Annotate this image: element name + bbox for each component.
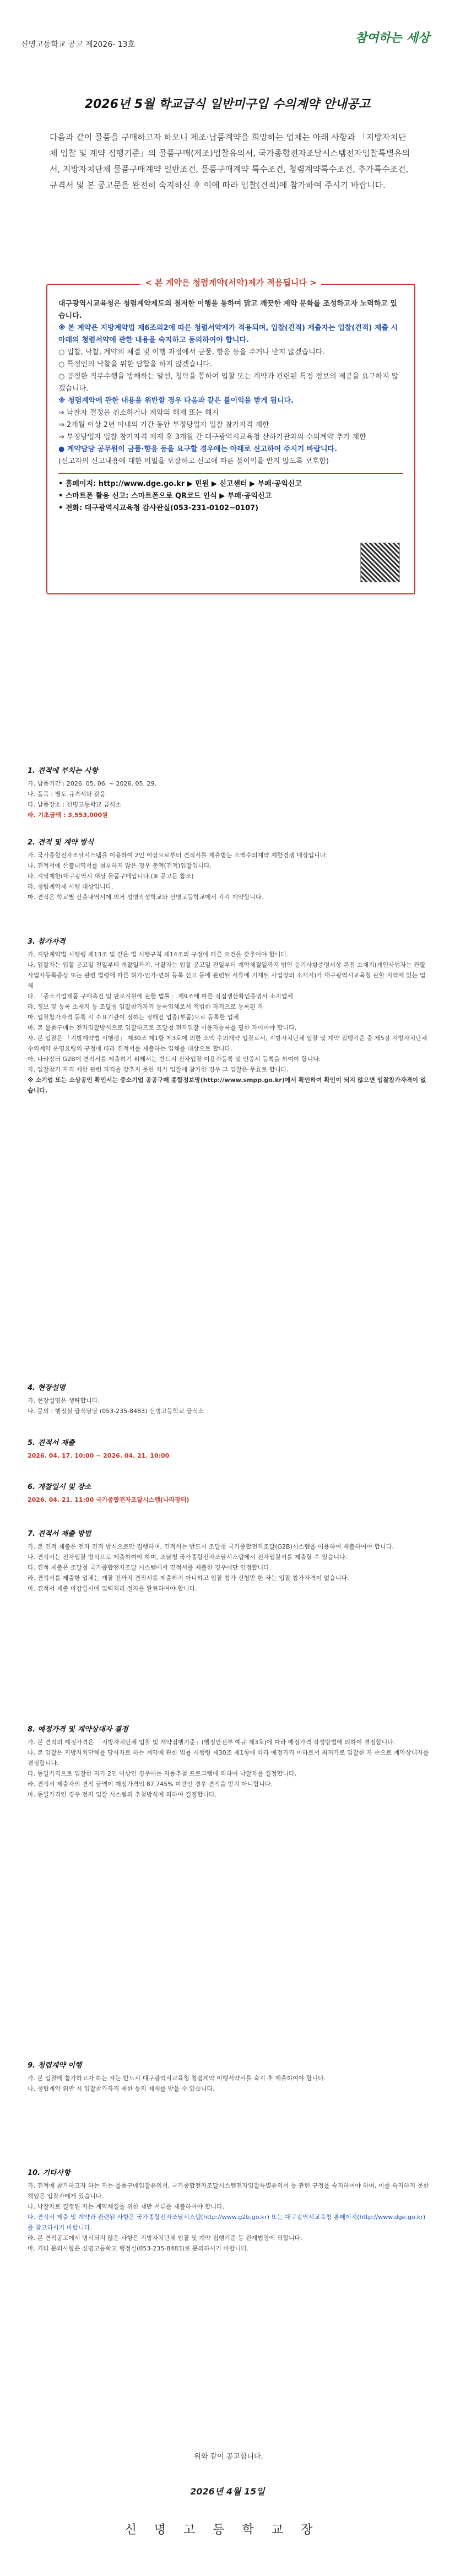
section-line: 나. 품목 : 별도 규격서와 같음 [28, 791, 106, 798]
section-5 [28, 1438, 430, 1461]
section-line: 마. 동일가격인 경우 전자 입찰 시스템의 추첨방식에 의하여 결정합니다. [28, 1791, 217, 1798]
notice-item: ※ 본 계약은 지방계약법 제6조의2에 따른 청렴서약제가 적용되며, 입찰(견적) 제출자는 입찰(견적) 제출 시 아래의 청렴서약에 관한 내용을 숙지하고 동의하여야 합니다. [58, 324, 398, 344]
section-line: 다. 지역제한(대구광역시 대상 물품구매입니다.(※ 공고문 참조) [28, 873, 194, 880]
logo-text: 참여하는 세상 [355, 31, 430, 45]
contact-block [58, 473, 403, 515]
section-line: 나. 문의 : 행정실 급식담당 (053-235-8483) 신명고등학교 급식소 [28, 1408, 204, 1415]
page-title: 2026년 5월 학교급식 일반미구입 수의계약 안내공고 [84, 98, 371, 111]
section-7 [28, 1529, 430, 1594]
section-line: 나. 견적서에 산출내역서를 첨부하지 않은 경우 총액(견적)입찰입니다. [28, 862, 212, 869]
notice-item: ○ 공정한 직무수행을 방해하는 알선, 청탁을 통하여 입찰 또는 계약과 관련된 특정 정보의 제공을 요구하지 않겠습니다. [58, 372, 399, 393]
section-line: 다. 동일가격으로 입찰한 자가 2인 이상인 경우에는 자동추첨 프로그램에 의하여 낙찰자를 결정합니다. [28, 1770, 297, 1777]
section-heading: 8. 예정가격 및 계약상대자 결정 [28, 1725, 128, 1734]
section-line: 라. 견적서를 제출한 업체는 개찰 전까지 견적서를 제출하지 아니하고 입찰 참가 신청만 한 자는 입찰 참가자격이 없습니다. [28, 1574, 349, 1582]
contact-line: • 홈페이지: http://www.dge.go.kr ▶ 민원 ▶ 신고센터 ▶ 부패·공익신고 [58, 480, 302, 488]
notice-item: ○ 입찰, 낙찰, 계약의 체결 및 이행 과정에서 금품, 향응 등을 주거나 받지 않겠습니다. [58, 348, 325, 356]
section-heading: 10. 기타사항 [28, 2169, 71, 2177]
section-line: 마. 기타 문의사항은 신명고등학교 행정실(053-235-8483)로 문의하시기 바랍니다. [28, 2245, 249, 2252]
section-line: 마. 견적서 제출 마감일시에 입력처리 절차를 완료하여야 합니다. [28, 1585, 197, 1592]
section-line: 가. 견적에 참가하고자 하는 자는 물품구매입찰유의서, 국가종합전자조달시스템전자입찰특별유의서 등 관련 규정을 숙지하여야 하며, 이를 숙지하지 못한 책임은 입찰자에게 있습니다. [28, 2182, 429, 2200]
section-line: 아. 나라장터 G2B에 견적서를 제출하기 위해서는 반드시 전자입찰 이용자등록 및 인증서 등록을 하여야 합니다. [28, 1056, 321, 1063]
section-3 [28, 937, 430, 1096]
section-heading: 5. 견적서 제출 [28, 1439, 75, 1447]
section-line: 다. 「중소기업제품 구매촉진 및 판로지원에 관한 법률」 제9조에 따른 직접생산확인증명서 소지업체 [28, 993, 293, 1000]
notice-lead: 대구광역시교육청은 청렴계약제도의 철저한 이행을 통하여 맑고 깨끗한 계약 문화를 조성하고자 노력하고 있습니다. [58, 300, 397, 320]
section-line: 다. 납품장소 : 신명고등학교 급식소 [28, 801, 121, 808]
section-line: 사. 본 입찰은 「지방계약법 시행령」 제30조 제1항 제3호에 의한 소액 수의계약 입찰로서, 지방자치단체 입찰 및 계약 집행기준 중 제5장 지방자치단체 수의계약 운영요령의 규정에 따라 견적서를 제출하는 업체를 대상으로 합니다. [28, 1035, 427, 1052]
section-heading: 3. 참가자격 [28, 938, 66, 946]
section-line: 나. 청렴계약 위반 시 입찰참가자격 제한 등의 제재를 받을 수 있습니다. [28, 2085, 215, 2092]
section-line: 다. 견적 제출은 조달청 국가종합전자조달 시스템에서 견적서를 제출한 경우에만 인정합니다. [28, 1564, 272, 1571]
section-line: 가. 현장설명은 생략합니다. [28, 1397, 100, 1404]
qr-code-icon [360, 543, 400, 582]
doc-number: 신명고등학교 공고 제2026- 13호 [21, 40, 136, 49]
section-heading: 7. 견적서 제출 방법 [28, 1530, 91, 1538]
section-9 [28, 2060, 430, 2094]
section-line: 라. 청렴계약제 시행 대상입니다. [28, 883, 113, 890]
section-line: 라. 정보 및 등록 소재지 등 조달청 입찰참가자격 등록업체로서 적법한 자격으로 등록된 자 [28, 1003, 263, 1010]
notice-item: ⇒ 부정당업자 입찰 참가자격 제재 후 3개월 간 대구광역시교육청 산하기관과의 수의계약 추가 제한 [58, 433, 366, 441]
section-10 [28, 2168, 430, 2254]
notice-item: ⇒ 2개월 이상 2년 이내의 기간 동안 부정당업자 입찰 참가자격 제한 [58, 421, 269, 429]
section-line: 2026. 04. 17. 10:00 ~ 2026. 04. 21. 10:00 [28, 1452, 170, 1459]
section-2 [28, 837, 430, 902]
section-line: 가. 본 견적의 예정가격은 「지방자치단체 입찰 및 계약집행기준」(행정안전부 예규 제3호)에 따라 예정가격 작성방법에 의하여 결정합니다. [28, 1739, 396, 1746]
section-1 [28, 766, 430, 820]
contact-line: • 전화: 대구광역시교육청 감사관실(053-231-0102~0107) [58, 504, 259, 512]
section-line: 나. 견적서는 전자입찰 방식으로 제출하여야 하며, 조달청 국가종합전자조달시스템에서 전자입찰서를 제출할 수 있습니다. [28, 1554, 348, 1561]
section-line: 나. 입찰자는 입찰 공고일 전일부터 개찰일까지, 낙찰자는 입찰 공고일 전일부터 계약체결일까지 법인 등기사항증명서상 본점 소재지(개인사업자는 관할 사업자등록증상 또는 관련 법령에 따른 허가·인가·면허 등록 신고 등에 관련된 서류에 기재된 사업장의 소재지)가 대구광역시교육청 관할 지역에 있는 업체 [28, 961, 426, 989]
section-line: 나. 낙찰자로 결정된 자는 계약체결을 위한 제반 서류를 제출하여야 합니다. [28, 2203, 225, 2210]
section-line: 다. 견적서 제출 및 계약과 관련된 사항은 국가종합전자조달시스템(http://www.g2b.go.kr) 또는 대구광역시교육청 홈페이지(http://www.dge.go.kr)를 참고하시기 바랍니다. [28, 2214, 426, 2231]
section-heading: 4. 현장설명 [28, 1384, 66, 1392]
section-line: 가. 본 입찰에 참가하고자 하는 자는 반드시 대구광역시교육청 청렴계약 이행서약서를 숙지 후 제출하여야 합니다. [28, 2075, 326, 2082]
notice-box-title: < 본 계약은 청렴계약(서약)제가 적용됩니다 > [140, 278, 321, 288]
notice-item: ● 계약담당 공무원이 금품·향응 등을 요구할 경우에는 아래로 신고하여 주시기 바랍니다. [58, 445, 338, 453]
footer-school: 신명고등학교장 [124, 2523, 331, 2537]
section-line: 라. 기초금액 : 3,553,000원 [28, 811, 108, 819]
section-6 [28, 1482, 430, 1505]
section-line: 라. 견적서 제출자의 견적 금액이 예정가격의 87.745% 미만인 경우 견적을 받지 아니합니다. [28, 1781, 273, 1788]
section-line: 바. 본 물품구매는 전자입찰방식으로 입찰하므로 조달청 전자입찰 이용자등록을 필한 자이어야 합니다. [28, 1024, 297, 1031]
section-heading: 1. 견적에 부치는 사항 [28, 767, 99, 775]
section-line: 가. 본 견적 제출은 전자 견적 방식으로만 집행하며, 견적서는 반드시 조달청 국가종합전자조달(G2B)시스템을 이용하여 제출하여야 합니다. [28, 1543, 394, 1550]
notice-item: ○ 특정인의 낙찰을 위한 담합을 하지 않겠습니다. [58, 360, 212, 369]
intro-paragraph: 다음과 같이 물품을 구매하고자 하오니 제조·납품계약을 희망하는 업체는 아래 사항과 「지방자치단체 입찰 및 계약 집행기준」의 물품구매(제조)입찰유의서, 국가종합전자조달시스템전자입찰특별유의서, 지방자치단체 물품구매계약 일반조건, 물품구매계약 특수조건, 청렴계약특수조건, 추가특수조건, 규격서 및 본 공고문을 완전히 숙지하신 후 이에 따라 입찰(견적)에 참가하여 주시기 바랍니다. [50, 132, 410, 190]
section-line: 가. 국가종합전자조달시스템을 이용하여 2인 이상으로부터 견적서를 제출받는 소액수의계약 제한경쟁 대상입니다. [28, 852, 328, 859]
logo [355, 29, 430, 46]
notice-box [46, 284, 415, 594]
section-8 [28, 1724, 430, 1800]
notice-item: ⇒ 낙찰자 결정을 취소하거나 계약의 해제 또는 해지 [58, 409, 219, 417]
section-heading: 2. 견적 및 계약 방식 [28, 838, 94, 847]
section-line: 마. 입찰참가자격 등록 시 수요기관이 정하는 정해진 업종(부품)으로 등록한 업체 [28, 1014, 239, 1021]
section-heading: 9. 청렴계약 이행 [28, 2061, 82, 2070]
section-line: ※ 소기업 또는 소상공인 확인서는 중소기업 공공구매 종합정보망(http://www.smpp.go.kr)에서 확인하여 확인이 되지 않으면 입찰참가자격이 없습니다. [28, 1076, 426, 1094]
section-line: 가. 납품기간 : 2026. 05. 06. ~ 2026. 05. 29. [28, 780, 156, 787]
footer-date: 2026년 4월 15일 [190, 2486, 265, 2497]
notice-item: (신고자의 신고내용에 대한 비밀을 보장하고 신고에 따른 불이익을 받지 않도록 보호함) [58, 457, 329, 466]
section-line: 마. 견적은 학교별 산출내역서에 의거 성명작성학교와 신명고등학교에서 각각 계약합니다. [28, 894, 264, 901]
section-line: 2026. 04. 21. 11:00 국가종합전자조달시스템(나라장터) [28, 1496, 189, 1503]
section-line: 라. 본 견적공고에서 명시되지 않은 사항은 지방자치단체 입찰 및 계약 집행기준 등 관계법령에 의합니다. [28, 2234, 302, 2242]
section-4 [28, 1383, 430, 1416]
contact-line: • 스마트폰 활용 신고: 스마트폰으로 QR코드 인식 ▶ 부패·공익신고 [58, 492, 272, 500]
notice-item: ※ 청렴계약에 관한 내용을 위반할 경우 다음과 같은 불이익을 받게 됩니다. [58, 397, 294, 405]
section-line: 자. 입찰참가 자격 제한 관련 자격을 갖추지 못한 자가 입찰에 참가한 경우 그 입찰은 무효로 합니다. [28, 1066, 289, 1073]
section-line: 가. 지방계약법 시행령 제13조 및 같은 법 시행규칙 제14조의 규정에 따른 요건을 갖추어야 합니다. [28, 951, 289, 958]
section-line: 나. 본 입찰은 지방자치단체를 당사자로 하는 계약에 관한 법률 시행령 제30조 제1항에 따라 예정가격 이하로서 최저가로 입찰한 자 순으로 계약상대자를 결정합니다. [28, 1749, 429, 1767]
section-heading: 6. 개찰일시 및 장소 [28, 1483, 91, 1491]
closing-text: 위와 같이 공고합니다. [194, 2453, 263, 2461]
